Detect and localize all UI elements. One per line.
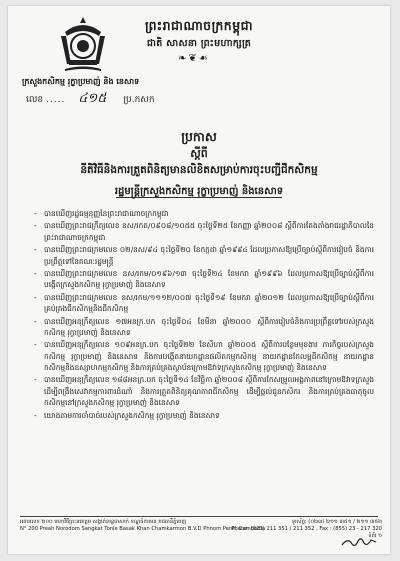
preamble-item: - បានឃើញអនុក្រឹត្យលេខ ១៧អនក្រ.បក ចុះថ្ងៃទី០៤ ខែមីនា ឆ្នាំ២០០០ ស្តីពីការរៀបចំនិងការប្រព្រឹត្តទៅរបស់ក្រសួងកសិកម្ម រុក្ខាប្រមាញ់ និងនេសាទ xyxy=(34,316,374,339)
preamble-item: - បានឃើញអនុក្រឹត្យលេខ ១៨៨អនក្រ.បក ចុះថ្ងៃទី១៤ ខែវិច្ឆិកា ឆ្នាំ២០០៨ ស្តីពីការកែសម្រួលអង្គភាពនៅក្រោមឱវាទក្រសួងដើម្បីពង្រឹងសេវាកម្មការពារដំណាំ និងការត្រួតពិនិត្យគុណភាពជីកសិកម្ម ដើម្បីផ្តល់ជូនកសិករ និងការគ្រប់គ្រងធាតុចូលកសិកម្មនៅក្រសួងកសិកម្ម រុក្ខាប្រមាញ់ និងនេសាទ xyxy=(34,374,374,408)
footer-phone-en: Phone: (023) 211 351 / 211 352 , Fax : (855) 23 - 217 320 xyxy=(231,526,382,532)
preamble-item: - បានឃើញព្រះរាជក្រមលេខ នស/រកម/១១១២/០០៧ ចុះថ្ងៃទី១៩ ខែមករា ឆ្នាំ២០១២ ដែលប្រកាសឱ្យប្រើច្បាប់ស្តីពីការគ្រប់គ្រងជីកសិកម្មនិងជីកសិកម្ម xyxy=(34,292,374,315)
reference-number: ៤១៥ xyxy=(78,91,107,106)
initials-signature xyxy=(340,535,378,549)
preamble-item: - បានឃើញព្រះរាជក្រឹត្យលេខ នស/រកត/០៩០៨/១០៥៥ ចុះថ្ងៃទី២៥ ខែកញ្ញា ឆ្នាំ២០០៨ ស្តីពីការតែងតាំងរាជរដ្ឋាភិបាលនៃព្រះរាជាណាចក្រកម្ពុជា xyxy=(34,220,374,243)
preamble-item: - បានឃើញរដ្ឋធម្មនុញ្ញនៃព្រះរាជាណាចក្រកម្ពុជា xyxy=(34,208,374,219)
reference-suffix: ប្រ.កសក xyxy=(123,95,155,105)
footer-rule xyxy=(20,516,378,517)
preamble-item: - បានឃើញព្រះរាជក្រមលេខ នស/រកម/០១៩៦/១៣ ចុះថ្ងៃទី២៤ ខែមករា ឆ្នាំ១៩៩៦ ដែលប្រកាសឱ្យប្រើច្បាប់ស្តីពីការបង្កើតក្រសួងកសិកម្ម រុក្ខាប្រមាញ់ និងនេសាទ xyxy=(34,268,374,291)
document-issuer: រដ្ឋមន្ត្រីក្រសួងកសិកម្ម រុក្ខាប្រមាញ់ និងនេសាទ xyxy=(114,186,284,197)
footer-address xyxy=(20,519,266,533)
footer-phone-km: ទូរស័ព្ទ: (០២៣) ២១១ ៣៥១ / ២១១ ៣៥២ xyxy=(291,519,382,525)
ministry-name: ក្រសួងកសិកម្ម រុក្ខាប្រមាញ់ និង នេសាទ xyxy=(22,77,140,86)
ornament-divider: ❧❦☙ xyxy=(178,53,210,64)
footer-page-mark: ទំព័រ ១ xyxy=(368,533,382,539)
preamble-item: - បានឃើញអនុក្រឹត្យលេខ ១០៩អនក្រ.បក ចុះថ្ងៃទី២២ ខែសីហា ឆ្នាំ២០០៥ ស្តីពីការបន្ថែមមុខងារ ភារកិច្ចរបស់ក្រសួងកសិកម្ម រុក្ខាប្រមាញ់ និងនេសាទ និងការបង្កើតនាយកដ្ឋានផលិតកម្មកសិកម្ម នាយកដ្ឋានកែលម្អដីកសិកម្ម នាយកដ្ឋានកសិកម្មនិងឧស្សាហកម្មកសិកម្ម និងការគ្រប់គ្រងស្ថាប័នក្រោមឱវាទក្រសួងកសិកម្ម រុក្ខាប្រមាញ់ និងនេសាទ xyxy=(34,339,374,373)
about-label: ស្តីពី xyxy=(190,147,208,160)
kingdom-title: ព្រះរាជាណាចក្រកម្ពុជា xyxy=(144,18,254,33)
preamble-item: - យោងតាមការចាំបាច់របស់ក្រសួងកសិកម្ម រុក្ខាប្រមាញ់ និងនេសាទ xyxy=(34,410,374,421)
preamble-item: - បានឃើញព្រះរាជក្រមលេខ ០២/នស/៩៤ ចុះថ្ងៃទី២០ ខែកក្កដា ឆ្នាំ១៩៩៤ ដែលប្រកាសឱ្យប្រើច្បាប់ស្តីពីការរៀបចំ និងការប្រព្រឹត្តទៅនៃគណៈរដ្ឋមន្ត្រី xyxy=(34,244,374,267)
footer-address-en: N° 200 Preah Norodom Sangkat Tonle Basak Khan Chamkarmon B.V.D Phnom Penh, Cambodia xyxy=(20,526,266,532)
document-page xyxy=(8,6,390,554)
issuer-underline xyxy=(116,197,282,198)
preamble-list xyxy=(34,208,374,422)
reference-line xyxy=(26,90,155,109)
national-motto: ជាតិ សាសនា ព្រះមហាក្សត្រ xyxy=(146,38,252,49)
document-subject: នីតិវិធីនិងការត្រួតពិនិត្យមានលិខិតសម្រាប់ការចុះបញ្ជីជីកសិកម្ម xyxy=(80,164,318,176)
footer-address-km: អគារលេខ ២០០ មហាវិថីព្រះនរោត្តម សង្កាត់ទន្លេបាសាក់ ខណ្ឌចំការមន រាជធានីភ្នំពេញ xyxy=(20,519,187,525)
reference-dots: ..... xyxy=(46,95,66,105)
document-type: ប្រកាស xyxy=(181,129,217,144)
reference-prefix: លេខ xyxy=(26,95,44,105)
